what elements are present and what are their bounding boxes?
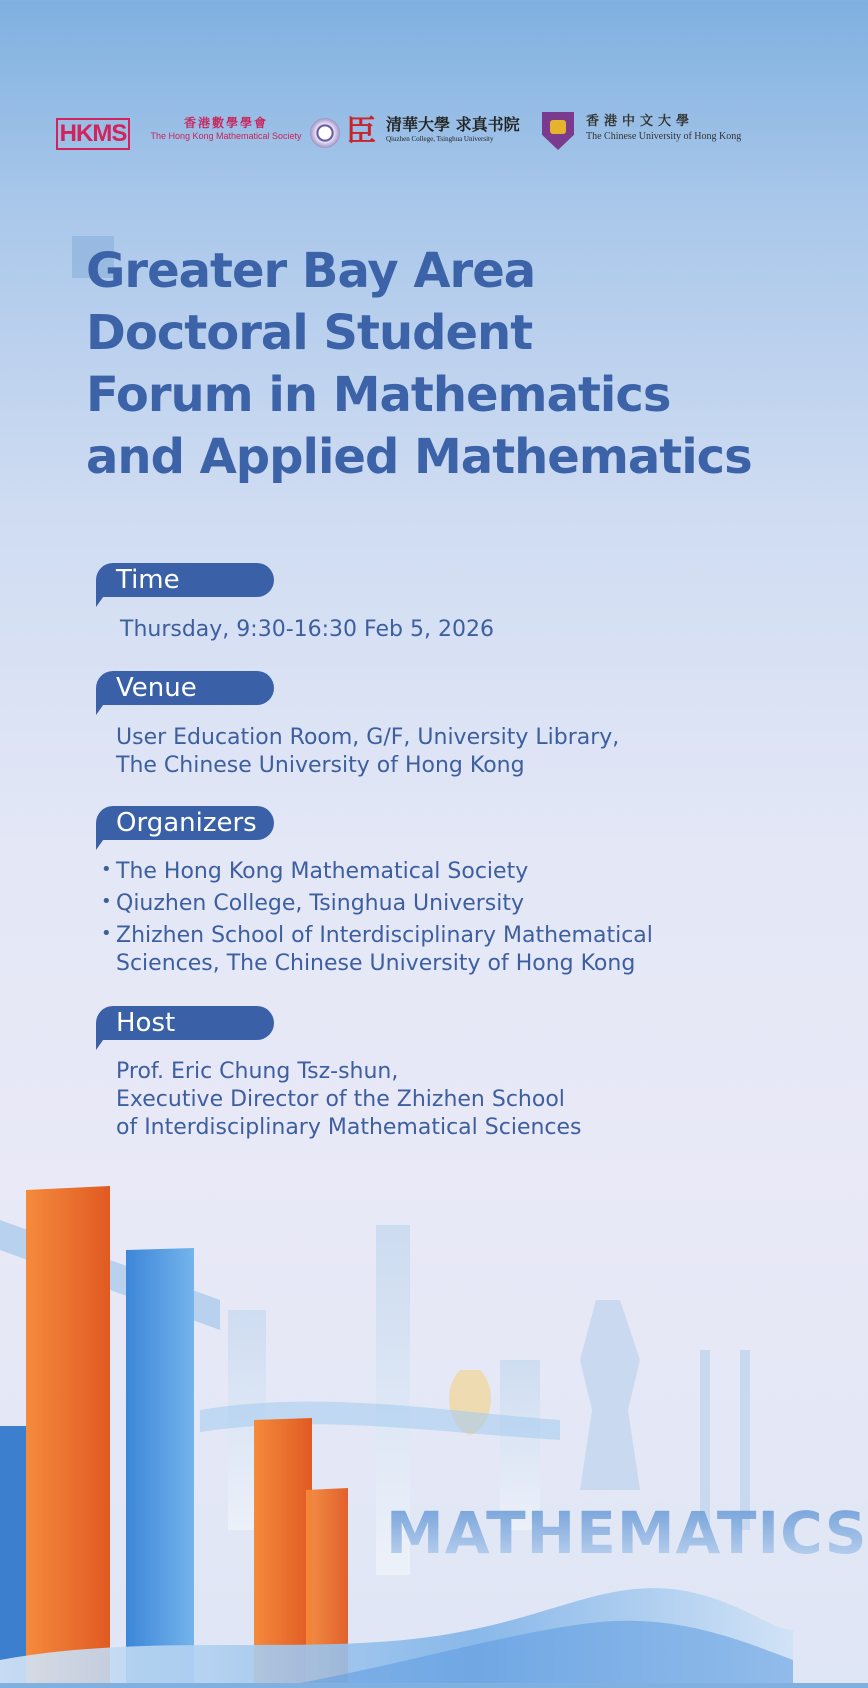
title-line-4: and Applied Mathematics [86, 429, 752, 485]
title-line-1: Greater Bay Area [86, 243, 536, 299]
host-heading: Host [96, 1006, 274, 1040]
host-line-2: Executive Director of the Zhizhen School [116, 1087, 565, 1112]
time-value: Thursday, 9:30-16:30 Feb 5, 2026 [120, 617, 494, 642]
venue-heading: Venue [96, 671, 274, 705]
tsinghua-seal-icon [310, 118, 340, 148]
organizer-item: • The Hong Kong Mathematical Society [116, 858, 653, 886]
qiuzhen-mark-icon: ⾂ [346, 114, 376, 149]
logo-strip [56, 112, 746, 156]
host-text [116, 1058, 582, 1142]
cuhk-name [586, 114, 741, 144]
host-line-1: Prof. Eric Chung Tsz-shun, [116, 1059, 399, 1084]
organizers-list [116, 858, 653, 978]
hkms-name [146, 116, 306, 142]
organizer-item-line-1: • Zhizhen School of Interdisciplinary Mathematical [116, 923, 653, 948]
title-line-2: Doctoral Student [86, 305, 533, 361]
time-heading: Time [96, 563, 274, 597]
orange-bar-mid [254, 1418, 312, 1683]
hkms-name-cn: 香港數學學會 [183, 116, 268, 130]
mathematics-watermark: MATHEMATICS [386, 1499, 868, 1567]
cuhk-name-en: The Chinese University of Hong Kong [586, 131, 742, 142]
qiuzhen-name-en: Qiuzhen College, Tsinghua University [386, 135, 494, 143]
organizer-item [116, 922, 653, 978]
venue-line-2: The Chinese University of Hong Kong [116, 753, 525, 778]
cuhk-crest-icon [538, 112, 578, 150]
hkms-logo: HKMS [56, 118, 130, 150]
orange-bar-tall [26, 1186, 110, 1683]
title-line-3: Forum in Mathematics [86, 367, 671, 423]
qiuzhen-name-cn: 清華大學 求真书院 [386, 115, 520, 134]
skyline-graphic [0, 1160, 793, 1683]
lisboa-tower-shape [580, 1300, 640, 1490]
host-line-3: of Interdisciplinary Mathematical Sciences [116, 1115, 582, 1140]
organizers-heading: Organizers [96, 806, 274, 840]
venue-text [116, 724, 619, 780]
organizer-item: • Qiuzhen College, Tsinghua University [116, 890, 653, 918]
blue-bar-tall [126, 1248, 194, 1683]
city-skyline-illustration [0, 1160, 868, 1683]
hkms-name-en: The Hong Kong Mathematical Society [150, 131, 302, 141]
cuhk-name-cn: 香港中文大學 [586, 114, 695, 129]
page-title [86, 240, 766, 488]
organizer-item-line-2: Sciences, The Chinese University of Hong Kong [116, 951, 636, 976]
venue-line-1: User Education Room, G/F, University Library, [116, 725, 620, 750]
qiuzhen-name [386, 116, 520, 144]
